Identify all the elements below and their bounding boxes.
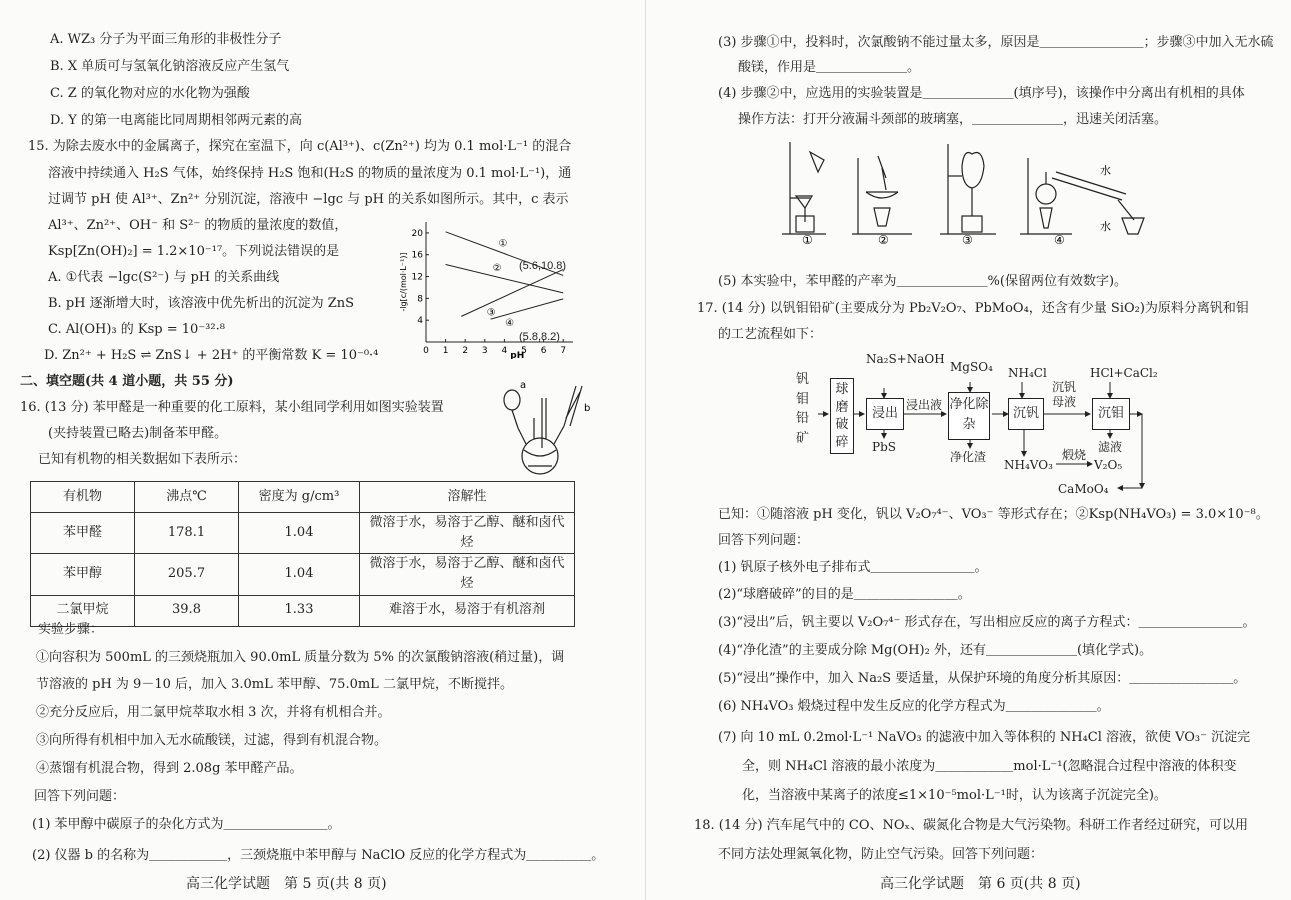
q15-line-4: Al³⁺、Zn²⁺、OH⁻ 和 S²⁻ 的物质的量浓度的数值， bbox=[48, 218, 348, 233]
table-row bbox=[31, 554, 575, 595]
x-tick-label: 6 bbox=[540, 346, 547, 356]
table-cell: 微溶于水，易溶于乙醇、醚和卤代烃 bbox=[360, 513, 575, 554]
reagent-na2s-naoh: Na₂S+NaOH bbox=[866, 352, 945, 366]
q16-sub-2: (2) 仪器 b 的名称为＿＿＿＿＿＿，三颈烧瓶中苯甲醇与 NaClO 反应的化学方程式为＿＿＿＿＿。 bbox=[32, 848, 605, 863]
table-header-row bbox=[31, 482, 575, 513]
table-header: 溶解性 bbox=[360, 482, 575, 513]
q15-line-2: 溶液中持续通入 H₂S 气体，始终保持 H₂S 饱和(H₂S 的物质的量浓度为 0.1 mol·L⁻¹)，通 bbox=[48, 166, 572, 181]
reagent-mgso4: MgSO₄ bbox=[950, 360, 993, 374]
series-label-3: ③ bbox=[486, 307, 496, 319]
option-c: C. Z 的氧化物对应的水化物为强酸 bbox=[50, 86, 250, 101]
q16-intro-2: (夹持装置已略去)制备苯甲醛。 bbox=[48, 426, 228, 441]
answer-title: 回答下列问题： bbox=[34, 789, 126, 804]
table-header: 沸点℃ bbox=[135, 482, 239, 513]
x-axis-label: pH bbox=[510, 351, 525, 359]
apparatus-4-label: ④ bbox=[1054, 233, 1065, 246]
purify-box: 净化除杂 bbox=[948, 392, 990, 440]
q17-answer-title: 回答下列问题： bbox=[718, 533, 810, 548]
q17-sub-1: (1) 钒原子核外电子排布式＿＿＿＿＿＿＿＿。 bbox=[718, 560, 988, 575]
page-footer-left: 高三化学试题 第 5 页(共 8 页) bbox=[186, 876, 387, 892]
apparatus-set bbox=[782, 138, 1152, 246]
table-cell: 苯甲醇 bbox=[31, 554, 135, 595]
step-1a: ①向容积为 500mL 的三颈烧瓶加入 90.0mL 质量分数为 5% 的次氯酸钠溶液(稍过量)，调 bbox=[36, 650, 565, 665]
x-tick-label: 4 bbox=[501, 346, 508, 356]
x-tick-label: 2 bbox=[462, 346, 469, 356]
series-label-2: ② bbox=[492, 262, 502, 274]
nh4vo3-label: NH₄VO₃ bbox=[1004, 458, 1053, 472]
y-tick-label: 8 bbox=[417, 294, 423, 305]
step-1b: 节溶液的 pH 为 9－10 后，加入 3.0mL 苯甲醇、75.0mL 二氯甲烷，不断搅拌。 bbox=[36, 677, 513, 692]
table-header: 有机物 bbox=[31, 482, 135, 513]
table-cell: 苯甲醛 bbox=[31, 513, 135, 554]
series-line-4 bbox=[491, 299, 564, 319]
table-cell: 二氯甲烷 bbox=[31, 595, 135, 626]
leach-liquid-label: 浸出液 bbox=[906, 398, 943, 412]
organic-data-table bbox=[30, 481, 575, 627]
q16-3-line-1: (3) 步骤①中，投料时，次氯酸钠不能过量太多，原因是＿＿＿＿＿＿＿＿；步骤③中加入无水硫 bbox=[718, 35, 1274, 50]
chart-annotation-1: (5.6,10.8) bbox=[519, 260, 567, 272]
water-in-label: 水 bbox=[1100, 164, 1111, 177]
reagent-nh4cl: NH₄Cl bbox=[1008, 366, 1047, 380]
table-cell: 1.04 bbox=[239, 513, 360, 554]
q17-sub-6: (6) NH₄VO₃ 煅烧过程中发生反应的化学方程式为＿＿＿＿＿＿＿。 bbox=[718, 699, 1110, 714]
q17-known: 已知：①随溶液 pH 变化，钒以 V₂O₇⁴⁻、VO₃⁻ 等形式存在；②Ksp(NH₄VO₃) = 3.0×10⁻⁸。 bbox=[718, 507, 1269, 522]
table-cell: 1.33 bbox=[239, 595, 360, 626]
option-b: B. X 单质可与氢氧化钠溶液反应产生氢气 bbox=[50, 59, 290, 74]
q16-intro-1: 16. (13 分) 苯甲醛是一种重要的化工原料，某小组同学利用如图实验装置 bbox=[20, 400, 444, 415]
series-label-4: ④ bbox=[505, 318, 515, 330]
sink-v-box: 沉钒 bbox=[1008, 398, 1044, 430]
q16-4-line-2: 操作方法：打开分液漏斗颈部的玻璃塞，＿＿＿＿＿＿＿，迅速关闭活塞。 bbox=[738, 112, 1168, 127]
series-line-3 bbox=[461, 269, 563, 316]
ore-label: 钒钼铅矿 bbox=[796, 372, 810, 446]
leach-box: 浸出 bbox=[866, 398, 904, 430]
q15-option-b: B. pH 逐渐增大时，该溶液中优先析出的沉淀为 ZnS bbox=[48, 296, 355, 311]
x-tick-label: 7 bbox=[560, 346, 567, 356]
q15-line-1: 15. 为除去废水中的金属离子，探究在室温下，向 c(Al³⁺)、c(Zn²⁺) 均为 0.1 mol·L⁻¹ 的混合 bbox=[28, 139, 572, 154]
step-3: ③向所得有机相中加入无水硫酸镁，过滤，得到有机混合物。 bbox=[36, 733, 388, 748]
y-tick-label: 20 bbox=[411, 228, 423, 239]
apparatus-3-label: ③ bbox=[962, 233, 973, 246]
q17-sub-7b: 全，则 NH₄Cl 溶液的最小浓度为＿＿＿＿＿＿mol·L⁻¹(忽略混合过程中溶液的体积变 bbox=[742, 759, 1237, 774]
residue-label: 净化渣 bbox=[950, 450, 987, 464]
y-tick-label: 16 bbox=[411, 250, 423, 261]
table-header: 密度为 g/cm³ bbox=[239, 482, 360, 513]
series-label-1: ① bbox=[498, 238, 508, 250]
option-d: D. Y 的第一电离能比同周期相邻两元素的高 bbox=[50, 113, 302, 128]
y-axis-label: -lg[c/(mol·L⁻¹)] bbox=[399, 252, 408, 312]
sink-mo-box: 沉钼 bbox=[1092, 398, 1130, 430]
x-tick-label: 5 bbox=[521, 346, 527, 356]
table-row bbox=[31, 595, 575, 626]
pbs-label: PbS bbox=[872, 440, 896, 454]
q17-sub-3: (3)“浸出”后，钒主要以 V₂O₇⁴⁻ 形式存在，写出相应反应的离子方程式：＿＿＿＿＿＿＿＿。 bbox=[718, 615, 1256, 630]
table-cell: 39.8 bbox=[135, 595, 239, 626]
y-tick-label: 4 bbox=[417, 316, 423, 327]
mother-liquor-label: 沉钒母液 bbox=[1052, 380, 1077, 409]
option-a: A. WZ₃ 分子为平面三角形的非极性分子 bbox=[50, 32, 282, 47]
q16-sub-1: (1) 苯甲醇中碳原子的杂化方式为＿＿＿＿＿＿＿＿。 bbox=[32, 817, 341, 832]
water-out-label: 水 bbox=[1100, 220, 1111, 233]
step-4: ④蒸馏有机混合物，得到 2.08g 苯甲醛产品。 bbox=[36, 761, 303, 776]
q18-line-2: 不同方法处理氮氧化物，防止空气污染。回答下列问题： bbox=[718, 847, 1044, 862]
table-cell: 1.04 bbox=[239, 554, 360, 595]
y-tick-label: 12 bbox=[411, 272, 423, 283]
q16-intro-3: 已知有机物的相关数据如下表所示： bbox=[38, 452, 247, 467]
x-tick-label: 1 bbox=[442, 346, 449, 356]
table-cell: 178.1 bbox=[135, 513, 239, 554]
q17-intro-1: 17. (14 分) 以钒钼铅矿(主要成分为 Pb₂V₂O₇、PbMoO₄，还含有少量 SiO₂)为原料分离钒和钼 bbox=[697, 301, 1249, 316]
apparatus-1-label: ① bbox=[802, 233, 813, 246]
section-2-heading: 二、填空题(共 4 道小题，共 55 分) bbox=[20, 374, 234, 389]
left-page bbox=[0, 0, 645, 900]
x-tick-label: 3 bbox=[481, 346, 488, 356]
q16-3-line-2: 酸镁，作用是＿＿＿＿＿＿＿。 bbox=[738, 60, 921, 75]
q17-sub-4: (4)“净化渣”的主要成分除 Mg(OH)₂ 外，还有＿＿＿＿＿＿＿(填化学式)。 bbox=[718, 643, 1153, 658]
v2o5-label: V₂O₅ bbox=[1094, 458, 1123, 472]
table-cell: 难溶于水，易溶于有机溶剂 bbox=[360, 595, 575, 626]
table-cell: 微溶于水，易溶于乙醇、醚和卤代烃 bbox=[360, 554, 575, 595]
table-row bbox=[31, 513, 575, 554]
q15-option-a: A. ①代表 −lgc(S²⁻) 与 pH 的关系曲线 bbox=[48, 270, 280, 285]
apparatus-2-label: ② bbox=[878, 233, 889, 246]
three-neck-flask-apparatus bbox=[500, 378, 595, 476]
q18-line-1: 18. (14 分) 汽车尾气中的 CO、NOₓ、碳氮化合物是大气污染物。科研工作者经过研究，可以用 bbox=[694, 818, 1249, 833]
steps-title: 实验步骤： bbox=[38, 622, 104, 637]
process-flowchart bbox=[796, 352, 1196, 502]
x-tick-label: 0 bbox=[423, 346, 429, 356]
q17-sub-2: (2)“球磨破碎”的目的是＿＿＿＿＿＿＿＿。 bbox=[718, 587, 971, 602]
q17-intro-2: 的工艺流程如下： bbox=[718, 327, 823, 342]
page-footer-right: 高三化学试题 第 6 页(共 8 页) bbox=[880, 876, 1081, 892]
q15-option-d: D. Zn²⁺ + H₂S ⇌ ZnS↓ + 2H⁺ 的平衡常数 K = 10⁻⁰·⁴ bbox=[44, 348, 379, 363]
step-2: ②充分反应后，用二氯甲烷萃取水相 3 次，并将有机相合并。 bbox=[36, 705, 391, 720]
table-cell: 205.7 bbox=[135, 554, 239, 595]
filtrate-label: 滤液 bbox=[1098, 440, 1123, 454]
chart-annotation-2: (5.8,8.2) bbox=[519, 331, 560, 343]
q16-5: (5) 本实验中，苯甲醛的产率为＿＿＿＿＿＿＿%(保留两位有效数字)。 bbox=[718, 274, 1128, 289]
q16-4-line-1: (4) 步骤②中，应选用的实验装置是＿＿＿＿＿＿＿(填序号)，该操作中分离出有机相的具体 bbox=[718, 86, 1245, 101]
label-b: b bbox=[584, 403, 591, 414]
q17-sub-7c: 化，当溶液中某离子的浓度≤1×10⁻⁵mol·L⁻¹时，认为该离子沉淀完全)。 bbox=[742, 788, 1167, 803]
q17-sub-7a: (7) 向 10 mL 0.2mol·L⁻¹ NaVO₃ 的滤液中加入等体积的 NH₄Cl 溶液，欲使 VO₃⁻ 沉淀完 bbox=[718, 730, 1251, 745]
q15-line-3: 过调节 pH 使 Al³⁺、Zn²⁺ 分别沉淀，溶液中 −lgc 与 pH 的关系如图所示。其中，c 表示 bbox=[48, 192, 569, 207]
mill-box: 球磨破碎 bbox=[830, 378, 854, 454]
q15-option-c: C. Al(OH)₃ 的 Ksp = 10⁻³²·⁸ bbox=[48, 322, 225, 337]
camoo4-label: CaMoO₄ bbox=[1058, 482, 1109, 496]
q17-sub-5: (5)“浸出”操作中，加入 Na₂S 要适量，从保护环境的角度分析其原因：＿＿＿＿＿＿＿＿。 bbox=[718, 671, 1247, 686]
right-page bbox=[646, 0, 1291, 900]
q15-line-5: Ksp[Zn(OH)₂] = 1.2×10⁻¹⁷。下列说法错误的是 bbox=[48, 244, 340, 259]
label-a: a bbox=[520, 380, 527, 391]
calcine-label: 煅烧 bbox=[1062, 448, 1087, 462]
reagent-hcl-cacl2: HCl+CaCl₂ bbox=[1090, 366, 1158, 380]
